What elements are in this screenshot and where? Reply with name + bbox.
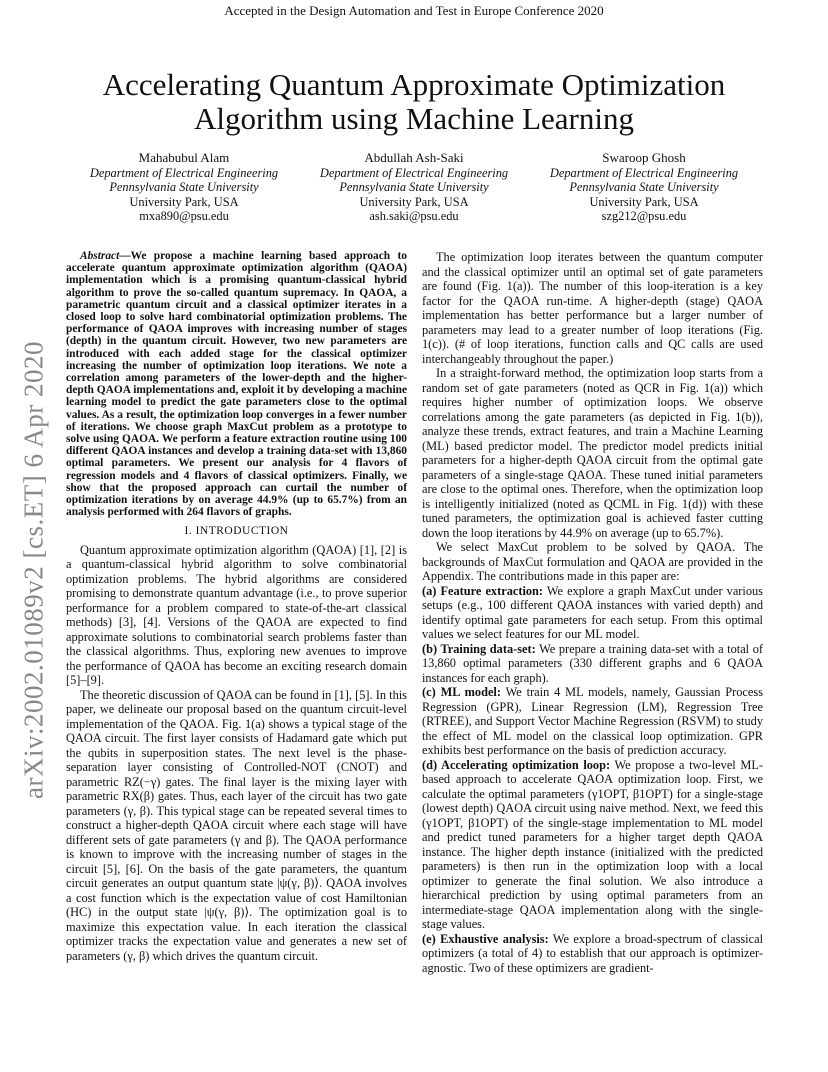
author-name: Swaroop Ghosh [602, 150, 686, 165]
author-dept: Department of Electrical Engineering [549, 165, 739, 180]
author-dept: Department of Electrical Engineering [89, 165, 279, 180]
contribution-item [422, 642, 763, 686]
author-2 [300, 151, 528, 224]
abstract-text: —We propose a machine learning based approach to accelerate quantum approximate optimization algorithm (QAOA) implementation which is a promising quantum-classical hybrid algorithm to prove the so-called quantum supremacy. In QAOA, a parametric quantum circuit and a classical optimizer iterates in a closed loop to solve hard combinatorial optimization problems. The performance of QAOA improves with increasing number of stages (depth) in the quantum circuit. However, two new parameters are introduced with each added stage for the classical optimizer increasing the number of optimization loop iterations. We note a correlation among parameters of the lower-depth and the higher-depth QAOA implementations and, exploit it by developing a machine learning model to predict the gate parameters close to the optimal values. As a result, the optimization loop converges in a fewer number of iterations. We choose graph MaxCut problem as a prototype to solve using QAOA. We perform a feature extraction routine using 100 different QAOA instances and develop a training data-set with 13,860 optimal parameters. We present our analysis for 4 flavors of regression models and 4 flavors of classical optimizers. Finally, we show that the proposed approach can curtail the number of optimization iterations by on average 44.9% (up to 65.7%) from an analysis performed with 264 flavors of graphs. [66, 250, 407, 519]
paragraph: We select MaxCut problem to be solved by QAOA. The backgrounds of MaxCut formulation and QAOA are provided in the Appendix. The contributions made in this paper are: [422, 540, 763, 583]
contribution-label: (e) Exhaustive analysis: [422, 931, 549, 946]
author-name: Abdullah Ash-Saki [364, 150, 464, 165]
contribution-label: (d) Accelerating optimization loop: [422, 757, 611, 772]
paragraph: The optimization loop iterates between the quantum computer and the classical optimizer until an optimal set of gate parameters are found (Fig. 1(a)). The number of this loop-iteration is a key factor for the QAOA run-time. A higher-depth (stage) QAOA implementation has better performance but a larger number of parameters may lead to a greater number of loop iterations (Fig. 1(c)). (# of loop iterations, function calls and QC calls are used interchangeably throughout the paper.) [422, 250, 763, 366]
contribution-item [422, 758, 763, 932]
paragraph: In a straight-forward method, the optimization loop starts from a random set of gate parameters (noted as QCR in Fig. 1(a)) which requires higher number of optimization loops. We observe correlations among the gate parameters (as depicted in Fig. 1(b)), analyze these trends, extract features, and train a Machine Learning (ML) based predictor model. The predictor model predicts initial parameters for a higher-depth QAOA circuit from the optimal gate parameters of a single-stage QAOA. These tuned initial parameters are close to the optimal ones. Therefore, when the optimization loop is intelligently initialized (noted as QCML in Fig. 1(d)) with these tuned parameters, the optimization goal is achieved faster cutting down the loop iterations by 44.9% on average (up to 65.7%). [422, 366, 763, 540]
contribution-text: We train 4 ML models, namely, Gaussian Process Regression (GPR), Linear Regression (LM), Regression Tree (RTREE), and Support Vector Machine Regression (RSVM) to study the effect of ML model on the classical loop optimization. GPR exhibits best performance on the basis of prediction accuracy. [422, 685, 763, 757]
contribution-item [422, 932, 763, 976]
contribution-text: We prepare a training data-set with a total of 13,860 optimal parameters (330 different graphs and 6 QAOA instances for each graph). [422, 641, 763, 685]
paper-title [60, 68, 768, 136]
author-email: ash.saki@psu.edu [369, 209, 459, 223]
contribution-item [422, 584, 763, 642]
abstract [66, 250, 407, 518]
arxiv-id: arXiv:2002.01089v2 [cs.ET] 6 Apr 2020 [18, 341, 49, 799]
author-email: szg212@psu.edu [601, 209, 687, 223]
contribution-label: (b) Training data-set: [422, 641, 536, 656]
section-title-introduction: I. INTRODUCTION [184, 525, 289, 538]
title-line-2: Algorithm using Machine Learning [194, 101, 634, 136]
contribution-text: We explore a broad-spectrum of classical optimizers (a total of 4) to establish that our approach is optimizer-agnostic. Two of these optimizers are gradient- [422, 931, 763, 975]
left-column [66, 250, 407, 963]
paragraph: The theoretic discussion of QAOA can be found in [1], [5]. In this paper, we delineate our proposal based on the quantum circuit-level implementation of the QAOA. Fig. 1(a) shows a typical stage of the QAOA circuit. The first layer consists of Hadamard gate which put the qubits in superposition states. The next level is the phase-separation layer consisting of Controlled-NOT (CNOT) and parametric RZ(−γ) gates. The final layer is the mixing layer with parametric RX(β) gates. Thus, each layer of the circuit has two gate parameters (γ, β). This typical stage can be repeated several times to construct a higher-depth QAOA circuit where each stage will have different sets of gate parameters (γ and β). The QAOA performance is known to improve with the increasing number of stages in the circuit [5], [6]. On the basis of the gate parameters, the quantum circuit generates an output quantum state |ψ(γ, β)⟩. QAOA involves a cost function which is the expectation value of cost Hamiltonian (HC) in the output state |ψ(γ, β)⟩. The optimization goal is to maximize this expectation value. In each iteration the classical optimizer tracks the expectation value and generates a new set of parameters (γ, β) which drives the quantum circuit. [66, 687, 407, 963]
contribution-item [422, 685, 763, 758]
arxiv-sidebar [14, 270, 54, 870]
author-name: Mahabubul Alam [138, 150, 230, 165]
author-location: University Park, USA [129, 194, 239, 209]
author-email: mxa890@psu.edu [139, 209, 229, 223]
author-location: University Park, USA [359, 194, 469, 209]
contribution-label: (a) Feature extraction: [422, 583, 544, 598]
contribution-text: We propose a two-level ML-based approach to accelerate QAOA optimization loop. First, we calculate the optimal parameters (γ1OPT, β1OPT) for a single-stage (lowest depth) QAOA circuit using naive method. Next, we feed this (γ1OPT, β1OPT) of the single-stage implementation to ML model and predict tuned parameters for a higher target depth QAOA instance. The higher depth instance (initialized with the predicted parameters) is then run in the optimization loop with a local optimizer to generate the final solution. We also introduce a hierarchical prediction by using optimal parameters from an intermediate-stage QAOA implementation along with the single-stage values. [422, 757, 763, 931]
contribution-text: We explore a graph MaxCut under various setups (e.g., 100 different QAOA instances with varied depth) and identify optimal gate parameters for each setup. From this optimal values we select features for our ML model. [422, 583, 763, 641]
paragraph: Quantum approximate optimization algorithm (QAOA) [1], [2] is a quantum-classical hybrid algorithm to solve combinatorial optimization problems. The hybrid algorithms are considered promising to demonstrate quantum advantage (i.e., to prove superior performance for a problem compared to state-of-the-art classical methods) [3], [4]. Versions of the QAOA are expected to find approximate solutions to combinatorial search problems faster than the classical algorithms. Thus, exploring new avenues to improve the performance of QAOA has become an exciting research domain [5]–[9]. [66, 542, 407, 688]
author-block [70, 151, 758, 224]
right-column [422, 250, 763, 975]
title-line-1: Accelerating Quantum Approximate Optimization [102, 67, 726, 102]
conference-header: Accepted in the Design Automation and Test in Europe Conference 2020 [224, 3, 604, 18]
author-dept: Department of Electrical Engineering [319, 165, 509, 180]
author-univ: Pennsylvania State University [339, 180, 489, 194]
author-3 [530, 151, 758, 224]
author-univ: Pennsylvania State University [569, 180, 719, 194]
author-location: University Park, USA [589, 194, 699, 209]
author-univ: Pennsylvania State University [109, 180, 259, 194]
abstract-label: Abstract [80, 250, 120, 262]
contribution-label: (c) ML model: [422, 685, 501, 699]
author-1 [70, 151, 298, 224]
